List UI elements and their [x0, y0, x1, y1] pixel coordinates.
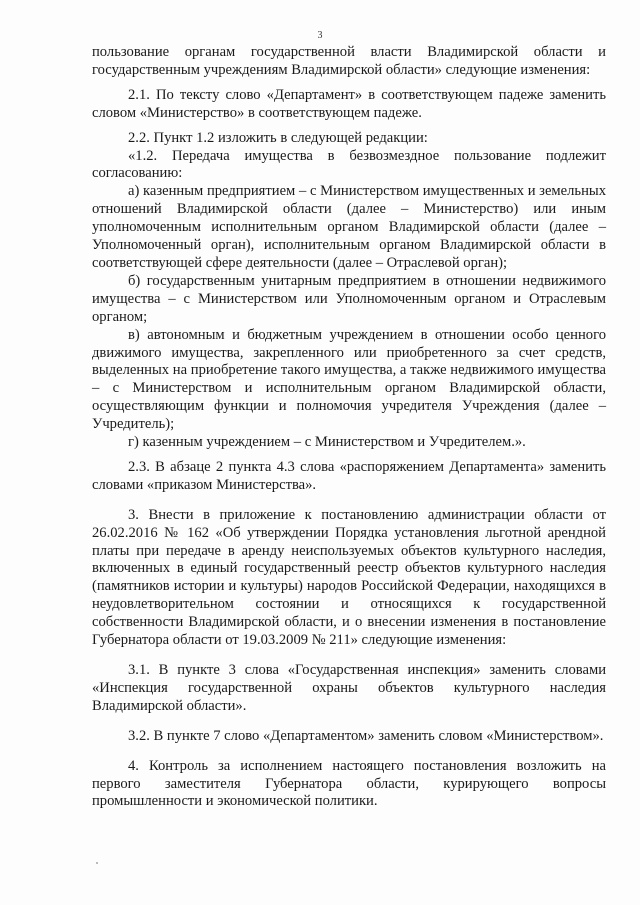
paragraph-continuation: пользование органам государственной власти Владимирской области и государственным учреждениям Владимирской области» следующие изменения:: [92, 44, 606, 78]
paragraph-3-2: 3.2. В пункте 7 слово «Департаментом» заменить словом «Министерством».: [128, 727, 604, 744]
scan-artifact: [96, 862, 98, 864]
paragraph-item-g: г) казенным учреждением – с Министерством и Учредителем.».: [128, 434, 526, 451]
paragraph-4: 4. Контроль за исполнением настоящего постановления возложить на первого заместителя Губернатора области, курирующего вопросы промышленности и экономической политики.: [92, 757, 606, 810]
paragraph-item-a: а) казенным предприятием – с Министерством имущественных и земельных отношений Владимирской области (далее – Министерство) или иным уполномоченным исполнительным органом Владимирской области (далее – Уполномоченный орган), исполнительным органом Владимирской области в соответствующей сфере деятельности (далее – Отраслевой орган);: [92, 183, 606, 271]
paragraph-3: 3. Внести в приложение к постановлению администрации области от 26.02.2016 № 162 «Об утверждении Порядка установления льготной арендной платы при передаче в аренду неиспользуемых объектов культурного наследия, включенных в единый государственный реестр объектов культурного наследия (памятников истории и культуры) народов Российской Федерации, находящихся в неудовлетворительном состоянии и относящихся к государственной собственности Владимирской области, и о внесении изменения в постановление Губернатора области от 19.03.2009 № 211» следующие изменения:: [92, 506, 606, 649]
page-number: 3: [317, 30, 323, 41]
paragraph-2-3: 2.3. В абзаце 2 пункта 4.3 слова «распоряжением Департамента» заменить словами «приказом Министерства».: [92, 458, 606, 493]
paragraph-1-2-intro: «1.2. Передача имущества в безвозмездное пользование подлежит согласованию:: [92, 147, 606, 182]
document-body: [92, 44, 606, 811]
paragraph-2-1: 2.1. По тексту слово «Департамент» в соответствующем падеже заменить словом «Министерство» в соответствующем падеже.: [92, 86, 606, 121]
paragraph-2-2: 2.2. Пункт 1.2 изложить в следующей редакции:: [128, 129, 428, 146]
paragraph-3-1: 3.1. В пункте 3 слова «Государственная инспекция» заменить словами «Инспекция государственной охраны объектов культурного наследия Владимирской области».: [92, 662, 606, 714]
paragraph-item-b: б) государственным унитарным предприятием в отношении недвижимого имущества – с Министерством или Уполномоченным органом и Отраслевым органом;: [92, 272, 606, 325]
paragraph-item-v: в) автономным и бюджетным учреждением в отношении особо ценного движимого имущества, закрепленного или приобретенного за счет средств, выделенных на приобретение такого имущества, а также недвижимого имущества – с Министерством и исполнительным органом Владимирской области, осуществляющим функции и полномочия учредителя Учреждения (далее – Учредитель);: [92, 326, 606, 433]
